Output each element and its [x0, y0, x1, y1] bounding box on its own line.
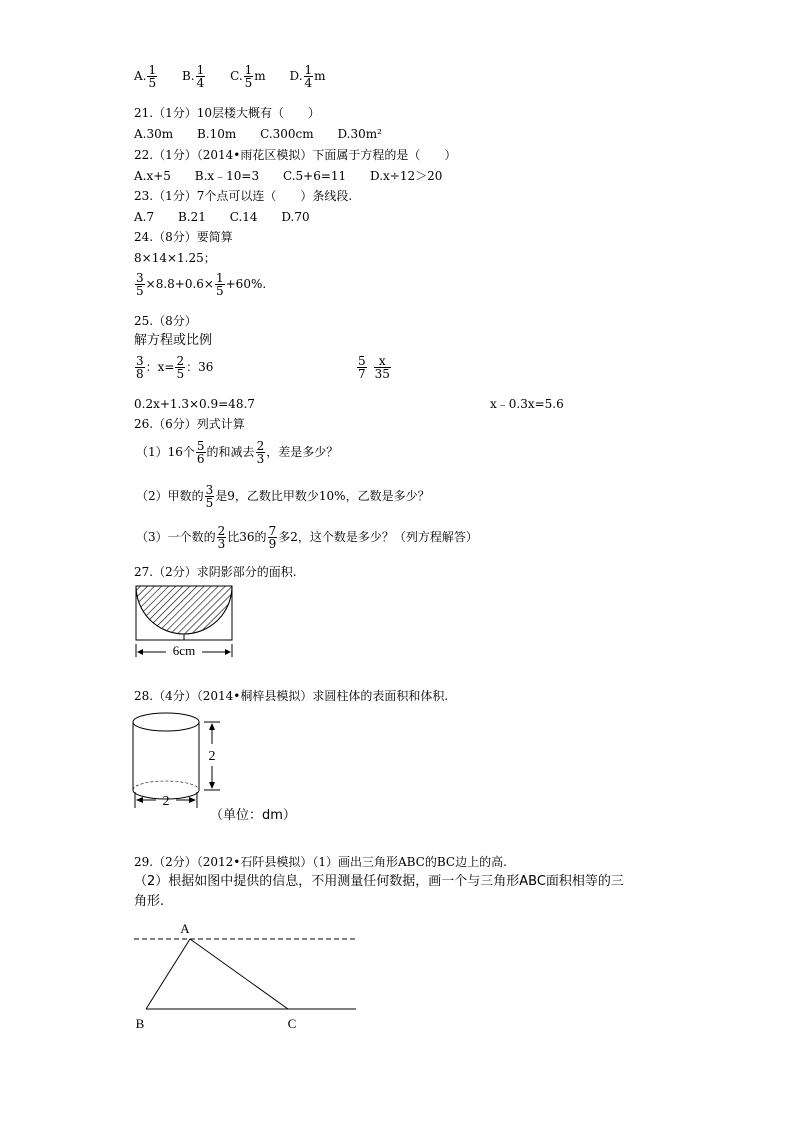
q23-option-b: B.21 — [177, 210, 206, 224]
q28-unit-note: （单位：dm） — [210, 808, 296, 823]
q26-part3: （3）一个数的 $\frac{2}{3}$ 比36的 $\frac{7}{9}$ 多2，这个数是多少？（列方程解答） — [136, 524, 478, 551]
q25-eq4: x﹣0.3x=5.6 — [490, 397, 564, 411]
vertex-label-b: B — [135, 1016, 145, 1031]
q20-option-d: D. $\frac{1}{4}$ m — [289, 63, 326, 90]
q21-option-d: D.30m² — [337, 127, 382, 141]
q28-cylinder-figure — [130, 710, 250, 810]
fraction: $\frac{3}{5}$ — [136, 271, 144, 298]
q29-stem: 29.（2分）（2012•石阡县模拟）（1）画出三角形ABC的BC边上的高. — [134, 855, 507, 869]
q29-part2-line1: （2）根据如图中提供的信息，不用测量任何数据，画一个与三角形ABC面积相等的三 — [134, 874, 624, 889]
q28-diameter-label: 2 — [162, 794, 170, 809]
q25-eq3: 0.2x+1.3×0.9=48.7 — [134, 397, 255, 411]
q20-option-c: C. $\frac{1}{5}$ m — [230, 63, 266, 90]
vertex-label-c: C — [287, 1016, 297, 1031]
q29-triangle-figure — [130, 918, 360, 1033]
q25-eq2: $\frac{5}{7}$ $\frac{x}{35}$ — [358, 354, 390, 381]
q21-option-c: C.300cm — [260, 127, 314, 141]
q24-expr2: $\frac{3}{5}$ ×8.8+0.6× $\frac{1}{5}$ +60%. — [136, 271, 267, 298]
q27-stem: 27.（2分）求阴影部分的面积. — [134, 565, 297, 579]
q22-stem: 22.（1分）（2014•雨花区模拟）下面属于方程的是（ ） — [134, 148, 457, 162]
q29-part2-line2: 角形. — [134, 894, 165, 909]
vertex-label-a: A — [180, 921, 190, 936]
q27-shaded-figure — [130, 582, 240, 662]
fraction: $\frac{1}{5}$ — [215, 271, 224, 298]
q22-option-c: C.5+6=11 — [282, 169, 347, 183]
q28-height-label: 2 — [208, 749, 216, 764]
q25-subtitle: 解方程或比例 — [134, 333, 213, 348]
q28-stem: 28.（4分）（2014•桐梓县模拟）求圆柱体的表面积和体积. — [134, 689, 449, 703]
q23-options — [134, 208, 330, 226]
q25-stem: 25.（8分） — [134, 314, 197, 328]
q24-stem: 24.（8分）要简算 — [134, 230, 233, 244]
q21-stem: 21.（1分）10层楼大概有（ ） — [134, 106, 320, 120]
q20-option-a: A. $\frac{1}{5}$ — [134, 63, 157, 90]
q21-options — [134, 125, 402, 143]
q23-stem: 23.（1分）7个点可以连（ ）条线段. — [134, 189, 353, 203]
q26-stem: 26.（6分）列式计算 — [134, 417, 245, 431]
q23-option-c: C.14 — [229, 210, 258, 224]
q23-option-d: D.70 — [281, 210, 310, 224]
q22-option-a: A.x+5 — [134, 169, 171, 183]
q22-option-b: B.x﹣10=3 — [194, 169, 260, 183]
q21-option-b: B.10m — [196, 127, 237, 141]
q21-option-a: A.30m — [134, 127, 174, 141]
q23-option-a: A.7 — [134, 210, 155, 224]
q24-expr1: 8×14×1.25； — [134, 251, 216, 265]
q26-part1: （1）16个 $\frac{5}{6}$ 的和减去 $\frac{2}{3}$ ，差是多少？ — [136, 439, 339, 466]
q22-options — [134, 167, 462, 185]
q22-option-d: D.x÷12＞20 — [370, 169, 443, 183]
q25-eq1: $\frac{3}{8}$ ：x= $\frac{2}{5}$ ：36 — [136, 354, 214, 381]
q20-options — [134, 64, 346, 89]
q26-part2: （2）甲数的 $\frac{3}{5}$ 是9，乙数比甲数少10%，乙数是多少？ — [136, 483, 430, 510]
q20-option-b: B. $\frac{1}{4}$ — [181, 63, 205, 90]
q27-dimension-label: 6cm — [172, 643, 196, 658]
